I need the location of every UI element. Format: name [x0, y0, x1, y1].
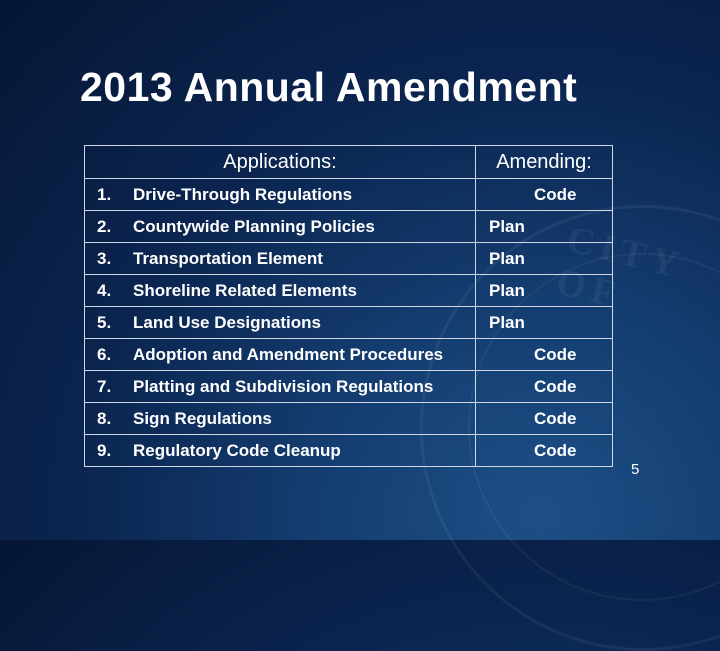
- amending-cell: [476, 403, 613, 435]
- amending-value: Code: [534, 185, 577, 204]
- application-cell: [85, 435, 476, 467]
- application-cell: [85, 371, 476, 403]
- row-number: 6.: [97, 345, 112, 364]
- application-cell: [85, 307, 476, 339]
- amending-value: Plan: [489, 249, 525, 268]
- row-number: 3.: [97, 249, 112, 268]
- table-row: [85, 307, 613, 339]
- amending-value: Code: [534, 345, 577, 364]
- amending-cell: [476, 179, 613, 211]
- table-row: [85, 179, 613, 211]
- amendment-table: [84, 145, 613, 467]
- application-label: Adoption and Amendment Procedures: [133, 345, 444, 364]
- application-label: Land Use Designations: [133, 313, 321, 332]
- row-number: 2.: [97, 217, 112, 236]
- amending-cell: [476, 435, 613, 467]
- table-row: [85, 339, 613, 371]
- application-label: Regulatory Code Cleanup: [133, 441, 341, 460]
- row-number: 1.: [97, 185, 112, 204]
- application-cell: [85, 339, 476, 371]
- application-label: Platting and Subdivision Regulations: [133, 377, 434, 396]
- row-number: 8.: [97, 409, 112, 428]
- applications-header: Applications:: [85, 146, 476, 179]
- amending-cell: [476, 307, 613, 339]
- application-label: Transportation Element: [133, 249, 323, 268]
- amending-value: Code: [534, 377, 577, 396]
- amending-header: Amending:: [476, 146, 613, 179]
- table-row: [85, 243, 613, 275]
- amending-cell: [476, 211, 613, 243]
- amending-cell: [476, 339, 613, 371]
- row-number: 5.: [97, 313, 112, 332]
- application-label: Drive-Through Regulations: [133, 185, 353, 204]
- application-label: Sign Regulations: [133, 409, 272, 428]
- table-row: [85, 275, 613, 307]
- page-number: 5: [631, 461, 640, 478]
- slide-title: 2013 Annual Amendment: [80, 64, 578, 110]
- application-cell: [85, 403, 476, 435]
- row-number: 7.: [97, 377, 112, 396]
- city-seal-lettering: CITY OF: [551, 217, 687, 318]
- table-header-row: [85, 146, 613, 179]
- application-cell: [85, 275, 476, 307]
- table-row: [85, 435, 613, 467]
- amending-value: Plan: [489, 217, 525, 236]
- amending-value: Code: [534, 409, 577, 428]
- row-number: 4.: [97, 281, 112, 300]
- amending-value: Code: [534, 441, 577, 460]
- amending-value: Plan: [489, 281, 525, 300]
- application-cell: [85, 211, 476, 243]
- table-row: [85, 371, 613, 403]
- table-row: [85, 403, 613, 435]
- application-cell: [85, 179, 476, 211]
- table-row: [85, 211, 613, 243]
- application-cell: [85, 243, 476, 275]
- application-label: Countywide Planning Policies: [133, 217, 375, 236]
- amending-cell: [476, 275, 613, 307]
- amending-cell: [476, 243, 613, 275]
- amending-cell: [476, 371, 613, 403]
- amending-value: Plan: [489, 313, 525, 332]
- application-label: Shoreline Related Elements: [133, 281, 357, 300]
- row-number: 9.: [97, 441, 112, 460]
